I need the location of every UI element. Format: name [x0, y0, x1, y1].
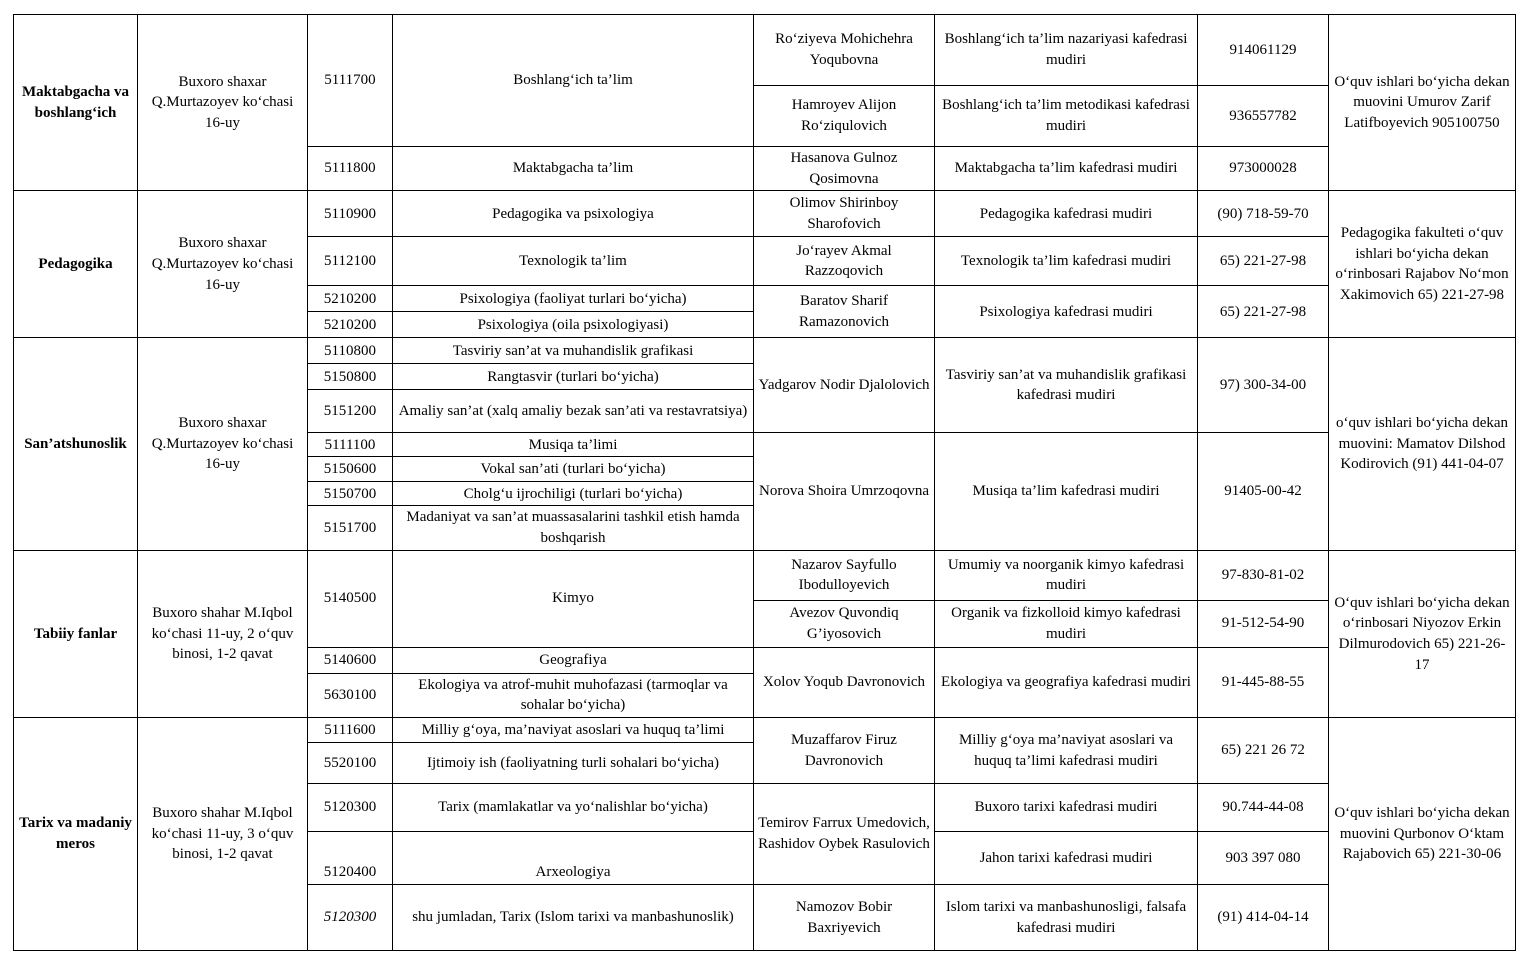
- department-title: Milliy g‘oya ma’naviyat asoslari va huquq ta’limi kafedrasi mudiri: [935, 718, 1198, 784]
- department-head: Hasanova Gulnoz Qosimovna: [754, 147, 935, 191]
- department-head: Jo‘rayev Akmal Razzoqovich: [754, 237, 935, 286]
- program-name: Milliy g‘oya, ma’naviyat asoslari va huquq ta’limi: [393, 718, 754, 743]
- department-title: Pedagogika kafedrasi mudiri: [935, 191, 1198, 237]
- phone-number: 973000028: [1198, 147, 1329, 191]
- department-title: Jahon tarixi kafedrasi mudiri: [935, 832, 1198, 885]
- program-code: 5210200: [308, 286, 393, 312]
- faculty-name: Tabiiy fanlar: [14, 550, 138, 717]
- department-title: Texnologik ta’lim kafedrasi mudiri: [935, 237, 1198, 286]
- program-code: 5520100: [308, 743, 393, 784]
- program-code: 5111700: [308, 15, 393, 147]
- phone-number: 97) 300-34-00: [1198, 338, 1329, 433]
- table-row: [14, 191, 1516, 237]
- table-row: [14, 718, 1516, 743]
- program-code: 5111800: [308, 147, 393, 191]
- faculty-name: San’atshunoslik: [14, 338, 138, 550]
- program-code: 5140500: [308, 550, 393, 647]
- department-head: Avezov Quvondiq G’iyosovich: [754, 600, 935, 647]
- phone-number: 65) 221-27-98: [1198, 286, 1329, 338]
- department-title: Islom tarixi va manbashunosligi, falsafa kafedrasi mudiri: [935, 885, 1198, 951]
- program-code: 5111600: [308, 718, 393, 743]
- program-code: 5150800: [308, 364, 393, 390]
- dean-contact: o‘quv ishlari bo‘yicha dekan muovini: Mamatov Dilshod Kodirovich (91) 441-04-07: [1329, 338, 1516, 550]
- department-title: Musiqa ta’lim kafedrasi mudiri: [935, 433, 1198, 550]
- department-title: Ekologiya va geografiya kafedrasi mudiri: [935, 647, 1198, 717]
- faculty-address: Buxoro shaxar Q.Murtazoyev ko‘chasi 16-uy: [138, 191, 308, 338]
- program-name: Texnologik ta’lim: [393, 237, 754, 286]
- faculty-name: Maktabgacha va boshlang‘ich: [14, 15, 138, 191]
- faculty-table: [13, 14, 1516, 951]
- program-name: Geografiya: [393, 647, 754, 673]
- department-head: Muzaffarov Firuz Davronovich: [754, 718, 935, 784]
- program-name: Pedagogika va psixologiya: [393, 191, 754, 237]
- program-name: Vokal san’ati (turlari bo‘yicha): [393, 457, 754, 482]
- program-name: Amaliy san’at (xalq amaliy bezak san’ati va restavratsiya): [393, 390, 754, 433]
- table-row: [14, 550, 1516, 600]
- program-code: 5110900: [308, 191, 393, 237]
- department-head: Temirov Farrux Umedovich, Rashidov Oybek Rasulovich: [754, 784, 935, 885]
- phone-number: 65) 221 26 72: [1198, 718, 1329, 784]
- program-code: 5151700: [308, 506, 393, 550]
- dean-contact: O‘quv ishlari bo‘yicha dekan o‘rinbosari Niyozov Erkin Dilmurodovich 65) 221-26-17: [1329, 550, 1516, 717]
- phone-number: 97-830-81-02: [1198, 550, 1329, 600]
- phone-number: 914061129: [1198, 15, 1329, 86]
- program-name: Boshlang‘ich ta’lim: [393, 15, 754, 147]
- department-head: Nazarov Sayfullo Ibodulloyevich: [754, 550, 935, 600]
- faculty-address: Buxoro shahar M.Iqbol ko‘chasi 11-uy, 2 o‘quv binosi, 1-2 qavat: [138, 550, 308, 717]
- department-head: Namozov Bobir Baxriyevich: [754, 885, 935, 951]
- phone-number: 91405-00-42: [1198, 433, 1329, 550]
- phone-number: (91) 414-04-14: [1198, 885, 1329, 951]
- phone-number: 936557782: [1198, 86, 1329, 147]
- department-head: Baratov Sharif Ramazonovich: [754, 286, 935, 338]
- department-head: Hamroyev Alijon Ro‘ziqulovich: [754, 86, 935, 147]
- table-row: [14, 15, 1516, 86]
- program-name: Ijtimoiy ish (faoliyatning turli sohalari bo‘yicha): [393, 743, 754, 784]
- program-name: Cholg‘u ijrochiligi (turlari bo‘yicha): [393, 482, 754, 506]
- program-name: Tasviriy san’at va muhandislik grafikasi: [393, 338, 754, 364]
- program-code: 5120300: [308, 784, 393, 832]
- faculty-name: Tarix va madaniy meros: [14, 718, 138, 951]
- dean-contact: O‘quv ishlari bo‘yicha dekan muovini Qurbonov O‘ktam Rajabovich 65) 221-30-06: [1329, 718, 1516, 951]
- program-name: Madaniyat va san’at muassasalarini tashkil etish hamda boshqarish: [393, 506, 754, 550]
- program-code: 5111100: [308, 433, 393, 457]
- program-code: 5112100: [308, 237, 393, 286]
- table-row: [14, 338, 1516, 364]
- program-name: Psixologiya (oila psixologiyasi): [393, 312, 754, 338]
- dean-contact: Pedagogika fakulteti o‘quv ishlari bo‘yicha dekan o‘rinbosari Rajabov No‘mon Xakimovich 65) 221-27-98: [1329, 191, 1516, 338]
- faculty-address: Buxoro shahar M.Iqbol ko‘chasi 11-uy, 3 o‘quv binosi, 1-2 qavat: [138, 718, 308, 951]
- program-name: Musiqa ta’limi: [393, 433, 754, 457]
- program-code: 5630100: [308, 673, 393, 717]
- faculty-address: Buxoro shaxar Q.Murtazoyev ko‘chasi 16-uy: [138, 338, 308, 550]
- department-title: Boshlang‘ich ta’lim nazariyasi kafedrasi mudiri: [935, 15, 1198, 86]
- program-name: Maktabgacha ta’lim: [393, 147, 754, 191]
- program-code: 5210200: [308, 312, 393, 338]
- program-name: shu jumladan, Tarix (Islom tarixi va manbashunoslik): [393, 885, 754, 951]
- program-code: 5120400: [308, 832, 393, 885]
- department-head: Ro‘ziyeva Mohichehra Yoqubovna: [754, 15, 935, 86]
- program-code: 5150600: [308, 457, 393, 482]
- program-code: 5120300: [308, 885, 393, 951]
- program-name: Kimyo: [393, 550, 754, 647]
- program-code: 5150700: [308, 482, 393, 506]
- department-title: Maktabgacha ta’lim kafedrasi mudiri: [935, 147, 1198, 191]
- program-code: 5140600: [308, 647, 393, 673]
- department-title: Organik va fizkolloid kimyo kafedrasi mudiri: [935, 600, 1198, 647]
- phone-number: 91-445-88-55: [1198, 647, 1329, 717]
- program-code: 5110800: [308, 338, 393, 364]
- department-head: Olimov Shirinboy Sharofovich: [754, 191, 935, 237]
- department-title: Tasviriy san’at va muhandislik grafikasi kafedrasi mudiri: [935, 338, 1198, 433]
- department-title: Boshlang‘ich ta’lim metodikasi kafedrasi mudiri: [935, 86, 1198, 147]
- phone-number: 90.744-44-08: [1198, 784, 1329, 832]
- phone-number: (90) 718-59-70: [1198, 191, 1329, 237]
- program-name: Arxeologiya: [393, 832, 754, 885]
- phone-number: 65) 221-27-98: [1198, 237, 1329, 286]
- department-title: Buxoro tarixi kafedrasi mudiri: [935, 784, 1198, 832]
- department-head: Xolov Yoqub Davronovich: [754, 647, 935, 717]
- faculty-address: Buxoro shaxar Q.Murtazoyev ko‘chasi 16-uy: [138, 15, 308, 191]
- program-code: 5151200: [308, 390, 393, 433]
- department-title: Psixologiya kafedrasi mudiri: [935, 286, 1198, 338]
- phone-number: 91-512-54-90: [1198, 600, 1329, 647]
- dean-contact: O‘quv ishlari bo‘yicha dekan muovini Umurov Zarif Latifboyevich 905100750: [1329, 15, 1516, 191]
- program-name: Ekologiya va atrof-muhit muhofazasi (tarmoqlar va sohalar bo‘yicha): [393, 673, 754, 717]
- faculty-name: Pedagogika: [14, 191, 138, 338]
- phone-number: 903 397 080: [1198, 832, 1329, 885]
- department-head: Yadgarov Nodir Djalolovich: [754, 338, 935, 433]
- program-name: Psixologiya (faoliyat turlari bo‘yicha): [393, 286, 754, 312]
- program-name: Rangtasvir (turlari bo‘yicha): [393, 364, 754, 390]
- department-title: Umumiy va noorganik kimyo kafedrasi mudiri: [935, 550, 1198, 600]
- program-name: Tarix (mamlakatlar va yo‘nalishlar bo‘yicha): [393, 784, 754, 832]
- department-head: Norova Shoira Umrzoqovna: [754, 433, 935, 550]
